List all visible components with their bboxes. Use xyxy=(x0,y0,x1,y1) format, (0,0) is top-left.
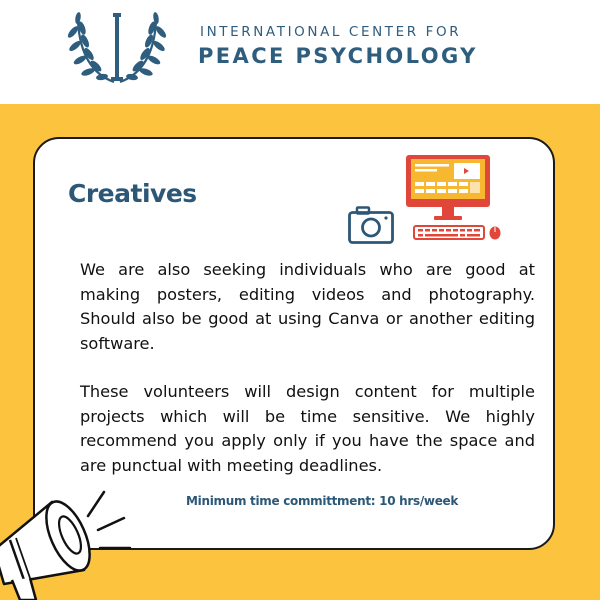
megaphone-icon xyxy=(0,488,140,600)
org-name-line1: INTERNATIONAL CENTER FOR xyxy=(200,24,462,40)
card-title: Creatives xyxy=(68,179,197,208)
org-name-line2: PEACE PSYCHOLOGY xyxy=(198,44,478,68)
description-paragraph-2: These volunteers will design content for multiple projects which will be time sensitive. We highly recommend you apply only if you have the space and are punctual with meeting deadlines. xyxy=(80,382,535,475)
minimum-time-note: Minimum time committment: 10 hrs/week xyxy=(186,494,459,508)
header xyxy=(0,0,600,104)
camera-icon xyxy=(348,206,394,244)
computer-icon xyxy=(404,153,504,243)
laurel-pillar-logo-icon xyxy=(62,8,172,92)
description-paragraph-1: We are also seeking individuals who are good at making posters, editing videos and photography. Should also be good at using Canva or another editing software. xyxy=(80,260,535,353)
